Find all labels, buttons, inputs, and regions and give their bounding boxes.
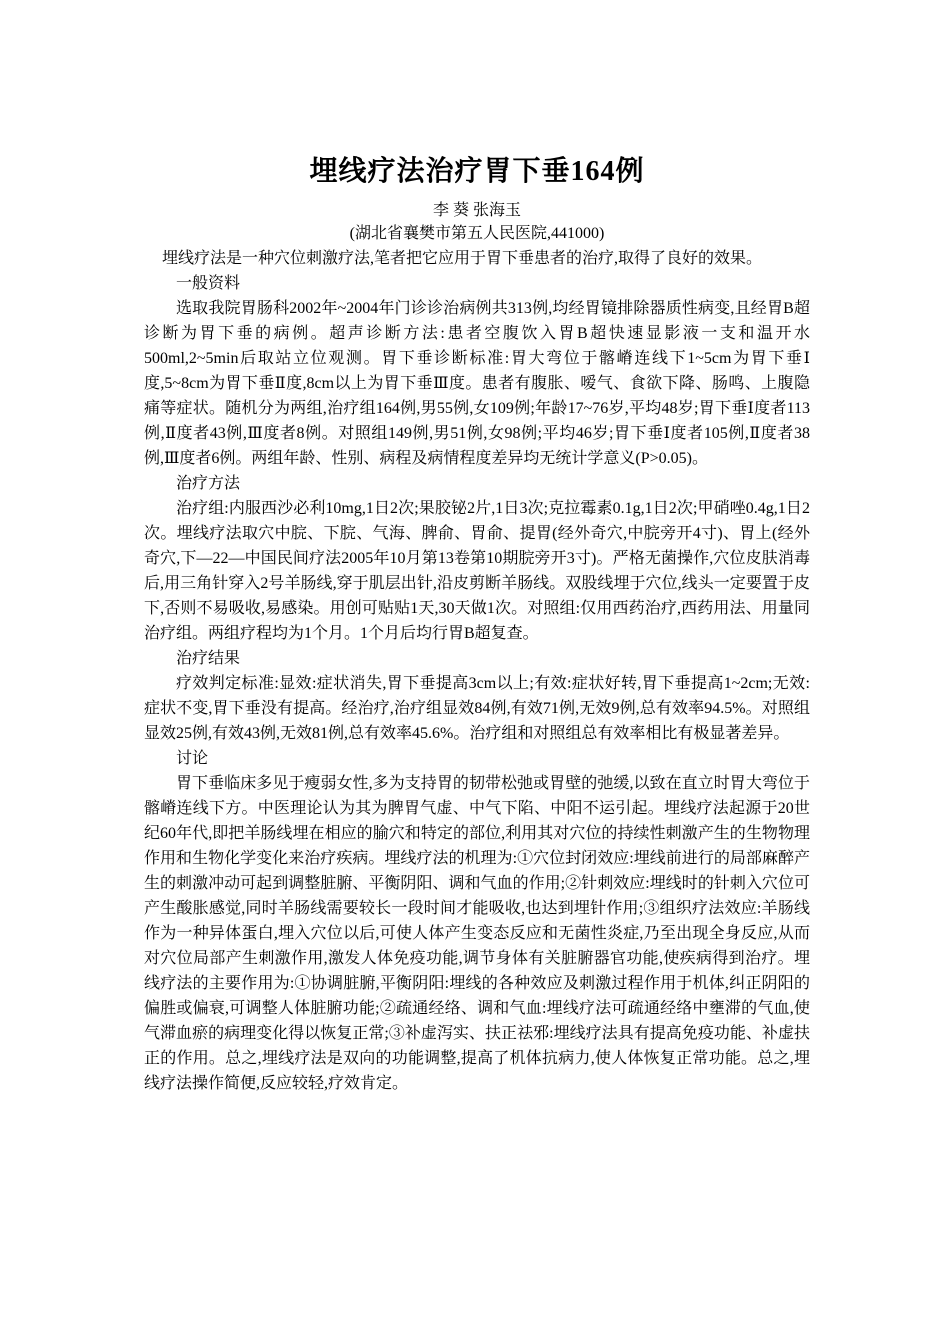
article xyxy=(144,150,810,1096)
article-title: 埋线疗法治疗胃下垂164例 xyxy=(309,156,645,187)
section-body: 治疗组:内服西沙必利10mg,1日2次;果胶铋2片,1日3次;克拉霉素0.1g,1日2次;甲硝唑0.4g,1日2次。埋线疗法取穴中脘、下脘、气海、脾俞、胃俞、提胃(经外奇穴,中脘旁开4寸)、胃上(经外奇穴,下—22—中国民间疗法2005年10月第13卷第10期脘旁开3寸)。严格无菌操作,穴位皮肤消毒后,用三角针穿入2号羊肠线,穿于肌层出针,沿皮剪断羊肠线。双股线埋于穴位,线头一定要置于皮下,否则不易吸收,易感染。用创可贴贴1天,30天做1次。对照组:仅用西药治疗,西药用法、用量同治疗组。两组疗程均为1个月。1个月后均行胃B超复查。 xyxy=(144,500,810,642)
section-body: 胃下垂临床多见于瘦弱女性,多为支持胃的韧带松弛或胃壁的弛缓,以致在直立时胃大弯位于髂嵴连线下方。中医理论认为其为脾胃气虚、中气下陷、中阳不运引起。埋线疗法起源于20世纪60年代,即把羊肠线埋在相应的腧穴和特定的部位,利用其对穴位的持续性刺激产生的生物物理作用和生物化学变化来治疗疾病。埋线疗法的机理为:①穴位封闭效应:埋线前进行的局部麻醉产生的刺激冲动可起到调整脏腑、平衡阴阳、调和气血的作用;②针刺效应:埋线时的针刺入穴位可产生酸胀感觉,同时羊肠线需要较长一段时间才能吸收,也达到埋针作用;③组织疗法效应:羊肠线作为一种异体蛋白,埋入穴位以后,可使人体产生变态反应和无菌性炎症,乃至出现全身反应,从而对穴位局部产生刺激作用,激发人体免疫功能,调节身体有关脏腑器官功能,使疾病得到治疗。埋线疗法的主要作用为:①协调脏腑,平衡阴阳:埋线的各种效应及刺激过程作用于机体,纠正阴阳的偏胜或偏衰,可调整人体脏腑功能;②疏通经络、调和气血:埋线疗法可疏通经络中壅滞的气血,使气滞血瘀的病理变化得以恢复正常;③补虚泻实、扶正祛邪:埋线疗法具有提高免疫功能、补虚扶正的作用。总之,埋线疗法是双向的功能调整,提高了机体抗病力,使人体恢复正常功能。总之,埋线疗法操作简便,反应较轻,疗效肯定。 xyxy=(144,775,810,1092)
section-general-info xyxy=(144,271,810,471)
article-intro: 埋线疗法是一种穴位刺激疗法,笔者把它应用于胃下垂患者的治疗,取得了良好的效果。 xyxy=(162,250,763,267)
section-body: 选取我院胃肠科2002年~2004年门诊诊治病例共313例,均经胃镜排除器质性病变,且经胃B超诊断为胃下垂的病例。超声诊断方法:患者空腹饮入胃B超快速显影液一支和温开水500ml,2~5min后取站立位观测。胃下垂诊断标准:胃大弯位于髂嵴连线下1~5cm为胃下垂Ⅰ度,5~8cm为胃下垂Ⅱ度,8cm以上为胃下垂Ⅲ度。患者有腹胀、嗳气、食欲下降、肠鸣、上腹隐痛等症状。随机分为两组,治疗组164例,男55例,女109例;年龄17~76岁,平均48岁;胃下垂Ⅰ度者113例,Ⅱ度者43例,Ⅲ度者8例。对照组149例,男51例,女98例;平均46岁;胃下垂Ⅰ度者105例,Ⅱ度者38例,Ⅲ度者6例。两组年龄、性别、病程及病情程度差异均无统计学意义(P>0.05)。 xyxy=(144,300,810,467)
section-treatment-method xyxy=(144,471,810,646)
article-affiliation: (湖北省襄樊市第五人民医院,441000) xyxy=(349,225,605,242)
section-heading: 治疗结果 xyxy=(176,650,241,667)
section-discussion xyxy=(144,746,810,1096)
article-authors: 李 葵 张海玉 xyxy=(432,202,521,219)
section-treatment-results xyxy=(144,646,810,746)
section-heading: 一般资料 xyxy=(176,275,241,292)
section-body: 疗效判定标准:显效:症状消失,胃下垂提高3cm以上;有效:症状好转,胃下垂提高1~2cm;无效:症状不变,胃下垂没有提高。经治疗,治疗组显效84例,有效71例,无效9例,总有效率94.5%。对照组显效25例,有效43例,无效81例,总有效率45.6%。治疗组和对照组总有效率相比有极显著差异。 xyxy=(144,675,810,742)
section-heading: 治疗方法 xyxy=(176,475,241,492)
section-heading: 讨论 xyxy=(176,750,209,767)
